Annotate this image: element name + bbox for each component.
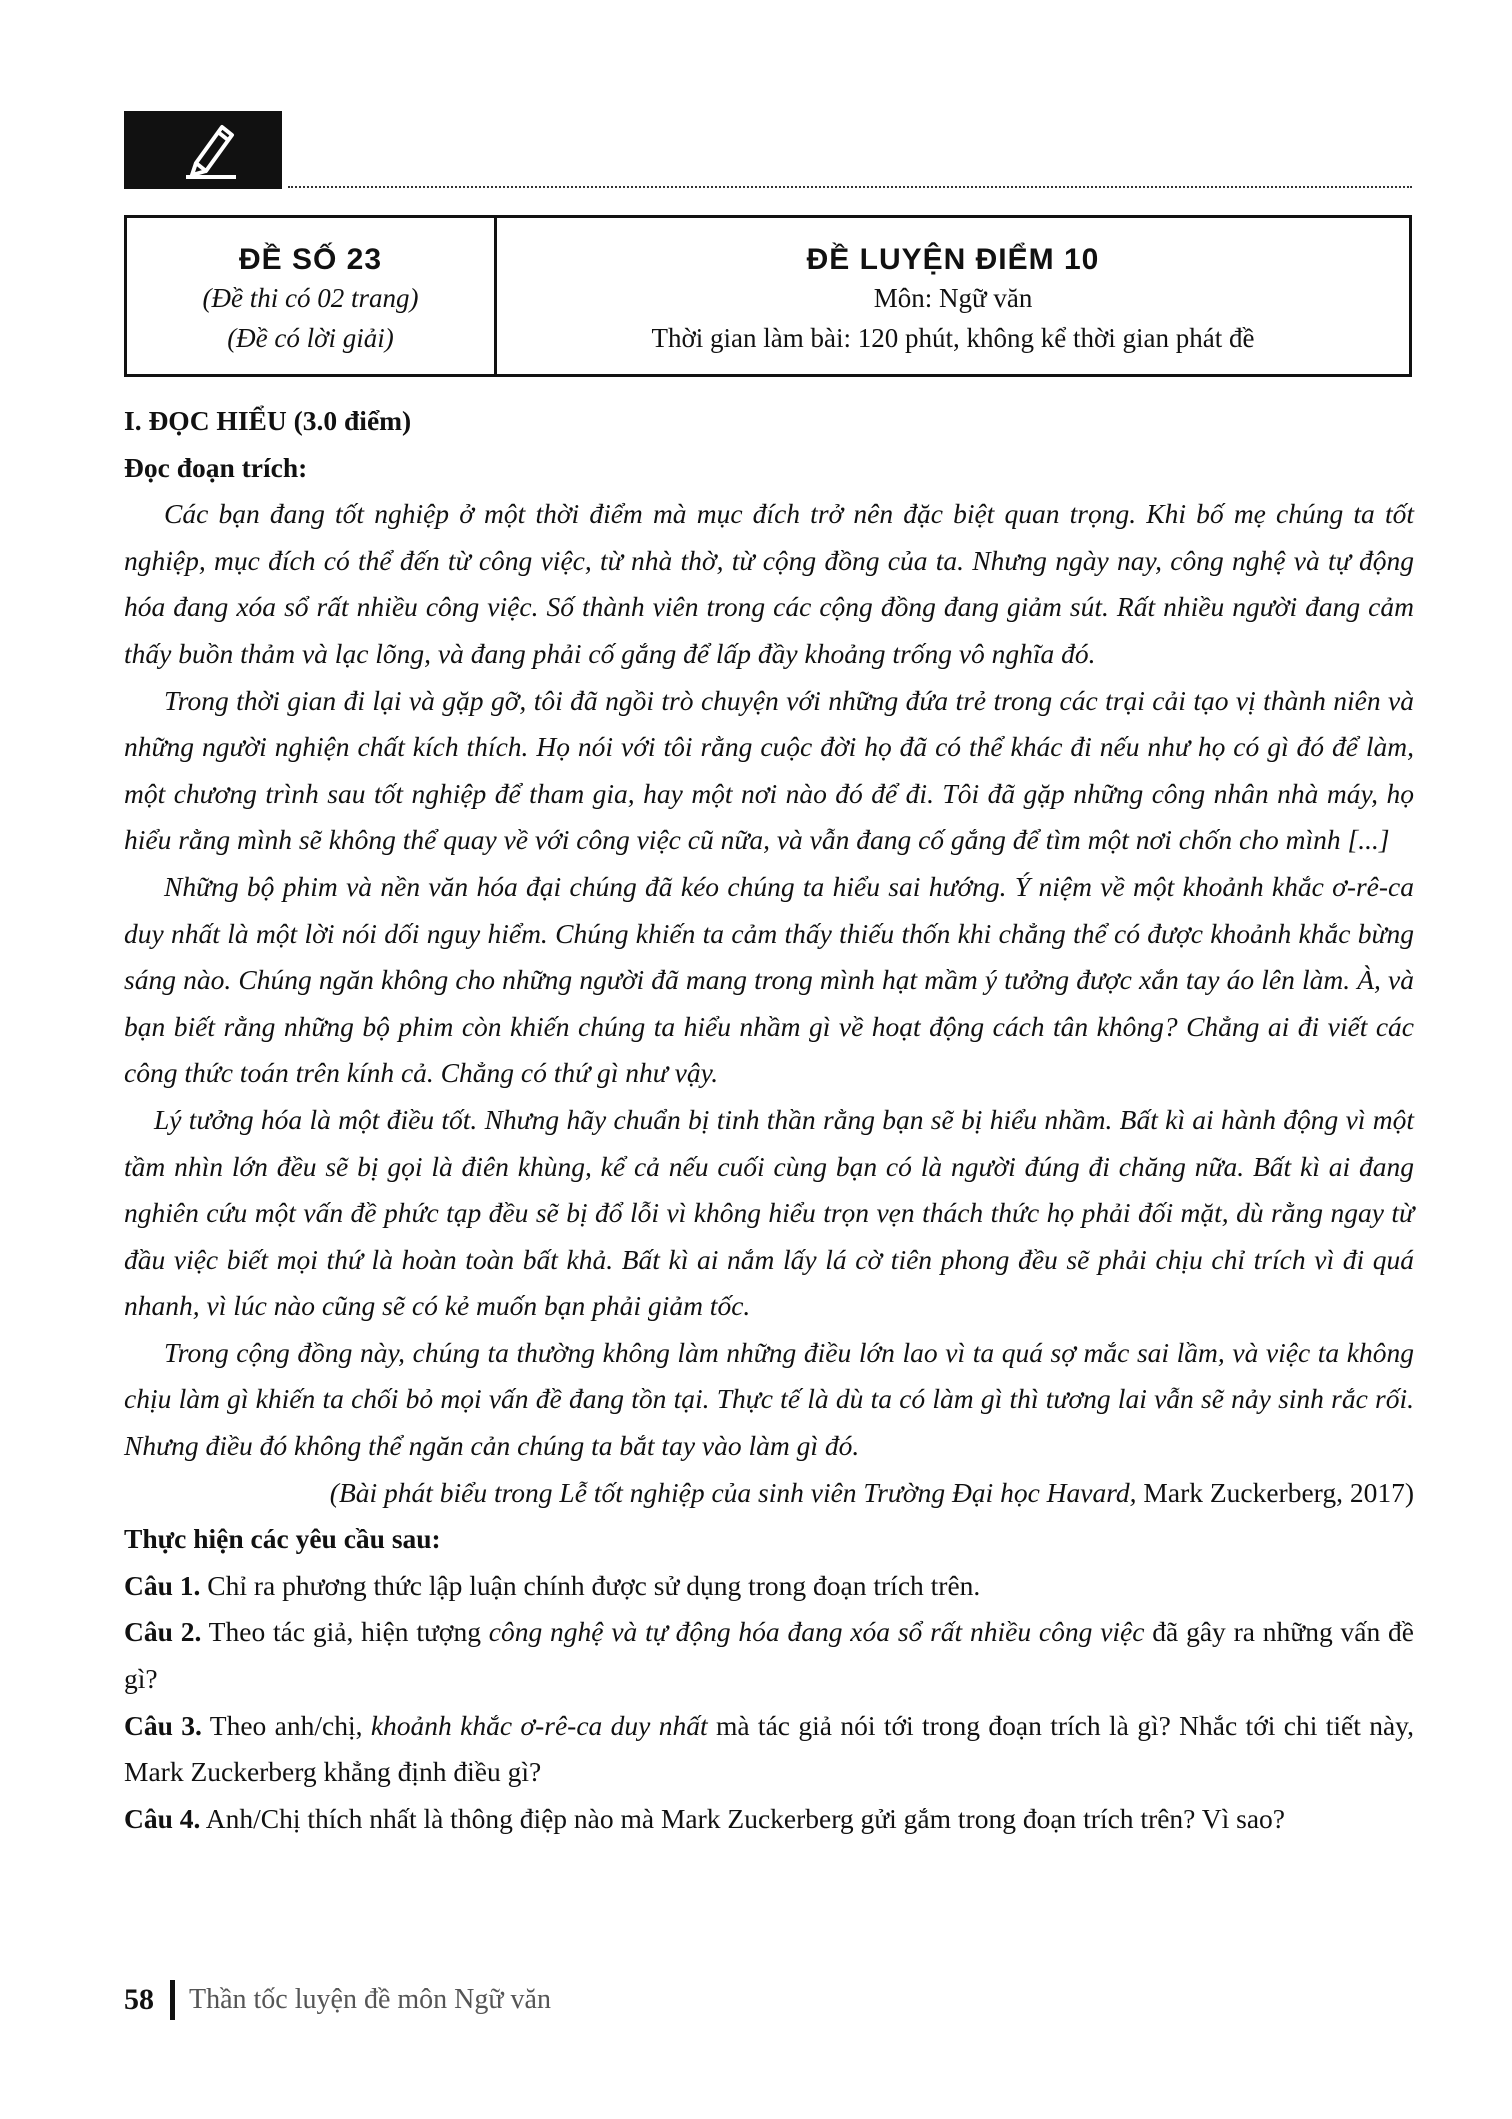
- question-label: Câu 2.: [124, 1616, 202, 1648]
- section-heading: I. ĐỌC HIỂU (3.0 điểm): [124, 405, 412, 436]
- passage-paragraph: Các bạn đang tốt nghiệp ở một thời điểm mà mục đích trở nên đặc biệt quan trọng. Khi bố mẹ chúng ta tốt nghiệp, mục đích có thể đến từ công việc, từ nhà thờ, từ cộng đồng của ta. Nhưng ngày nay, công nghệ và tự động hóa đang xóa sổ rất nhiều công việc. Số thành viên trong các cộng đồng đang giảm sút. Rất nhiều người đang cảm thấy buồn thảm và lạc lõng, và đang phải cố gắng để lấp đầy khoảng trống vô nghĩa đó.: [124, 498, 1414, 669]
- source-italic: (Bài phát biểu trong Lễ tốt nghiệp của sinh viên Trường Đại học Havard,: [329, 1476, 1137, 1508]
- exam-info-cell: [497, 218, 1409, 374]
- question-label: Câu 1.: [124, 1569, 201, 1601]
- question-2: Câu 2. Theo tác giả, hiện tượng công nghệ và tự động hóa đang xóa sổ rất nhiều công việc đã gây ra những vấn đề gì?: [124, 1616, 1414, 1695]
- question-label: Câu 4.: [124, 1802, 201, 1834]
- passage-paragraph: Trong cộng đồng này, chúng ta thường không làm những điều lớn lao vì ta quá sợ mắc sai lầm, và việc ta không chịu làm gì khiến ta chối bỏ mọi vấn đề đang tồn tại. Thực tế là dù ta có làm gì thì tương lai vẫn sẽ nảy sinh rắc rối. Nhưng điều đó không thể ngăn cản chúng ta bắt tay vào làm gì đó.: [124, 1336, 1414, 1462]
- page-footer: [124, 1980, 551, 2020]
- book-title: Thần tốc luyện đề môn Ngữ văn: [189, 1984, 551, 2015]
- pages-note: (Đề thi có 02 trang): [202, 283, 419, 313]
- reading-prompt: Đọc đoạn trích:: [124, 451, 308, 483]
- source-plain: Mark Zuckerberg, 2017): [1136, 1476, 1414, 1508]
- passage-paragraph: Trong thời gian đi lại và gặp gỡ, tôi đã ngồi trò chuyện với những đứa trẻ trong các trại cải tạo vị thành niên và những người nghiện chất kích thích. Họ nói với tôi rằng cuộc đời họ đã có thể khác đi nếu như họ có gì đó để làm, một chương trình sau tốt nghiệp để tham gia, hay một nơi nào đó để đi. Tôi đã gặp những công nhân nhà máy, họ hiểu rằng mình sẽ không thể quay về với công việc cũ nữa, và vẫn đang cố gắng để tìm một nơi chốn cho mình [...]: [124, 684, 1414, 856]
- pencil-icon-box: [124, 111, 282, 189]
- passage-paragraph: Những bộ phim và nền văn hóa đại chúng đã kéo chúng ta hiểu sai hướng. Ý niệm về một khoảnh khắc ơ-rê-ca duy nhất là một lời nói dối nguy hiểm. Chúng khiến ta cảm thấy thiếu thốn khi chẳng thể có được khoảnh khắc bừng sáng nào. Chúng ngăn không cho những người đã mang trong mình hạt mầm ý tưởng được xắn tay áo lên làm. À, và bạn biết rằng những bộ phim còn khiến chúng ta hiểu nhầm gì về hoạt động cách tân không? Chẳng ai đi viết các công thức toán trên kính cả. Chẳng có thứ gì như vậy.: [124, 870, 1414, 1089]
- exam-number: ĐỀ SỐ 23: [238, 243, 383, 276]
- page-number: 58: [124, 1983, 154, 2016]
- question-label: Câu 3.: [124, 1709, 202, 1741]
- exam-header-table: [124, 215, 1412, 377]
- dotted-rule: [288, 186, 1412, 188]
- passage-paragraph: Lý tưởng hóa là một điều tốt. Nhưng hãy chuẩn bị tinh thần rằng bạn sẽ bị hiểu nhầm. Bất kì ai hành động vì một tầm nhìn lớn đều sẽ bị gọi là điên khùng, kể cả nếu cuối cùng bạn có là người đúng đi chăng nữa. Bất kì ai đang nghiên cứu một vấn đề phức tạp đều sẽ bị đổ lỗi vì không hiểu trọn vẹn thách thức họ phải đối mặt, dù rằng ngay từ đầu việc biết mọi thứ là hoàn toàn bất khả. Bất kì ai nắm lấy lá cờ tiên phong đều sẽ phải chịu chỉ trích vì đi quá nhanh, vì lúc nào cũng sẽ có kẻ muốn bạn phải giảm tốc.: [124, 1103, 1414, 1322]
- subject: Môn: Ngữ văn: [873, 283, 1033, 313]
- question-3: Câu 3. Theo anh/chị, khoảnh khắc ơ-rê-ca duy nhất mà tác giả nói tới trong đoạn trích là gì? Nhắc tới chi tiết này, Mark Zuckerberg khẳng định điều gì?: [124, 1709, 1414, 1788]
- question-1: Câu 1. Chỉ ra phương thức lập luận chính được sử dụng trong đoạn trích trên.: [124, 1569, 981, 1601]
- pencil-icon: [182, 119, 238, 179]
- question-4: Câu 4. Anh/Chị thích nhất là thông điệp nào mà Mark Zuckerberg gửi gắm trong đoạn trích trên? Vì sao?: [124, 1802, 1286, 1834]
- time-limit: Thời gian làm bài: 120 phút, không kể thời gian phát đề: [651, 323, 1255, 353]
- tasks-heading: Thực hiện các yêu cầu sau:: [124, 1523, 441, 1555]
- answer-note: (Đề có lời giải): [227, 323, 394, 353]
- exam-id-cell: [127, 218, 497, 374]
- exam-content: [124, 398, 1414, 1842]
- passage-source: [124, 1470, 1414, 1517]
- footer-divider: [170, 1980, 175, 2020]
- exam-title: ĐỀ LUYỆN ĐIỂM 10: [806, 243, 1100, 276]
